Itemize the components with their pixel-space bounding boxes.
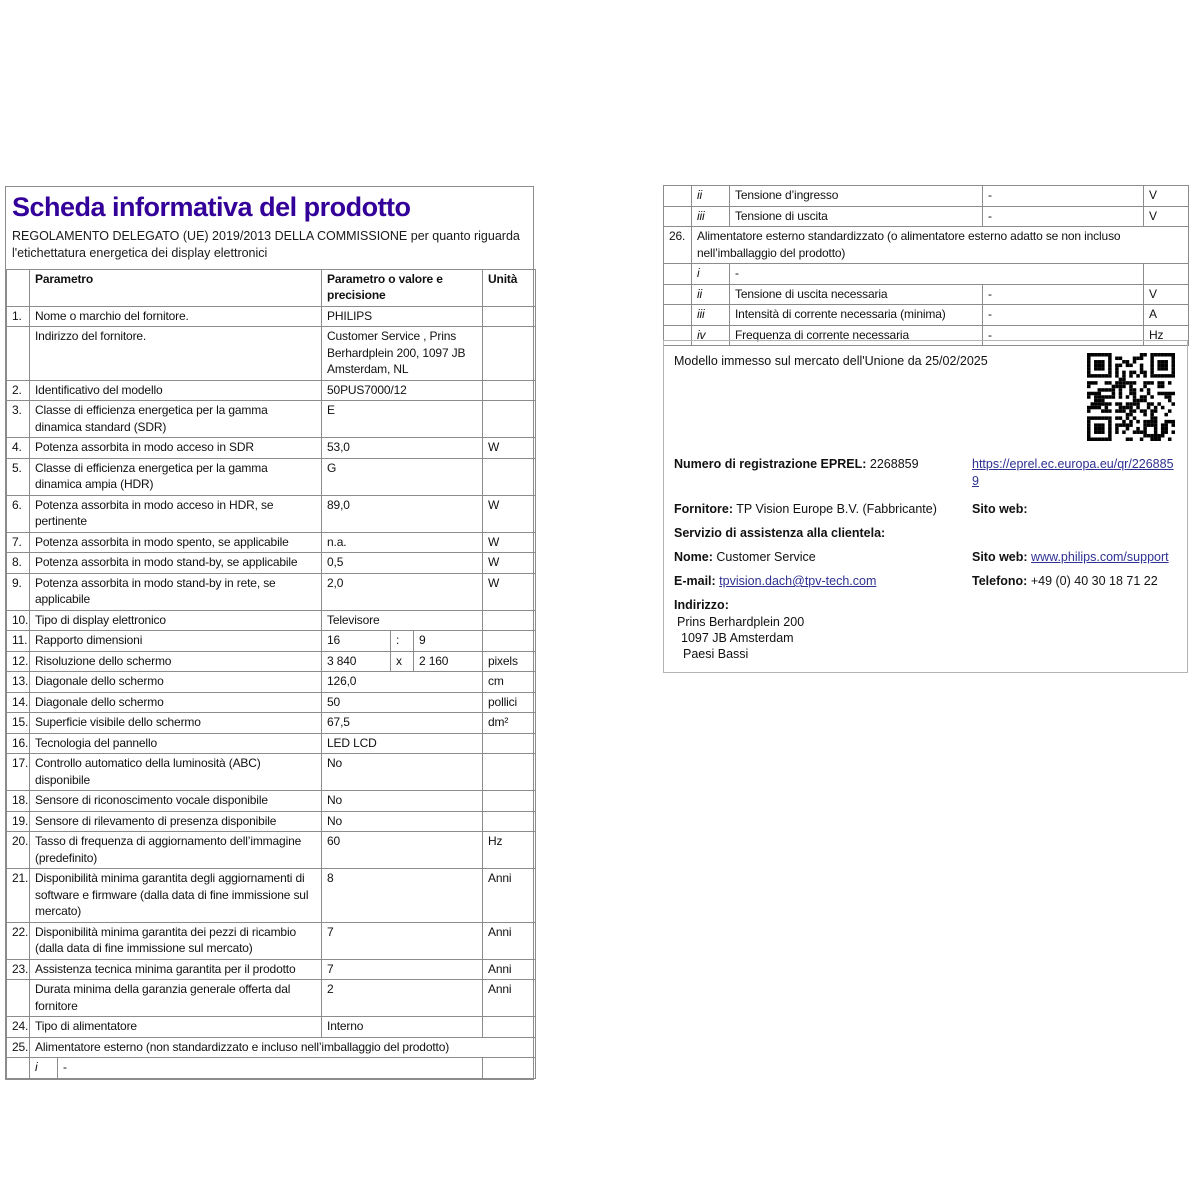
row-number: 17. [7, 754, 30, 791]
roman-index: ii [692, 186, 730, 207]
row-number: 16. [7, 733, 30, 754]
row-number: 7. [7, 532, 30, 553]
parameter-value: 7 [322, 922, 483, 959]
table-row [7, 380, 536, 401]
parameter-label: Sensore di rilevamento di presenza disponibile [30, 811, 322, 832]
parameter-label: Tensione d’ingresso [730, 186, 983, 207]
parameter-label: Tasso di frequenza di aggiornamento dell’immagine (predefinito) [30, 832, 322, 869]
address-line: Prins Berhardplein 200 [677, 615, 805, 629]
table-row [7, 1037, 536, 1058]
parameter-label: Tecnologia del pannello [30, 733, 322, 754]
parameter-label: Indirizzo del fornitore. [30, 327, 322, 381]
email-row [674, 573, 1177, 590]
regulation-subtitle: REGOLAMENTO DELEGATO (UE) 2019/2013 DELLA COMMISSIONE per quanto riguarda l'etichettatura energetica dei display elettronici [12, 228, 520, 260]
table-row [664, 284, 1189, 305]
unit-label: W [483, 553, 536, 574]
table-row [664, 227, 1189, 264]
parameter-value: n.a. [322, 532, 483, 553]
parameter-value: 126,0 [322, 672, 483, 693]
unit-label [1144, 264, 1189, 285]
row-number [664, 206, 692, 227]
address-line: Paesi Bassi [683, 647, 749, 661]
row-number [664, 186, 692, 207]
parameter-value: 50 [322, 692, 483, 713]
unit-label [483, 631, 536, 652]
parameter-value: - [730, 264, 1144, 285]
unit-label [483, 791, 536, 812]
indirizzo-label: Indirizzo: [674, 598, 729, 612]
parameter-label: Classe di efficienza energetica per la gamma dinamica ampia (HDR) [30, 458, 322, 495]
row-number: 9. [7, 573, 30, 610]
row-number: 23. [7, 959, 30, 980]
parameter-label: Potenza assorbita in modo stand-by, se applicabile [30, 553, 322, 574]
column-header-parametro: Parametro [30, 269, 322, 306]
unit-label: W [483, 495, 536, 532]
parameter-label: Tipo di alimentatore [30, 1017, 322, 1038]
parameter-value: - [983, 325, 1144, 346]
row-number [7, 1058, 30, 1079]
row-number: 1. [7, 306, 30, 327]
row-number: 15. [7, 713, 30, 734]
parameter-value: E [322, 401, 483, 438]
parameter-label: Identificativo del modello [30, 380, 322, 401]
table-row [7, 631, 536, 652]
unit-label: Hz [483, 832, 536, 869]
parameter-label: Risoluzione dello schermo [30, 651, 322, 672]
parameter-value: - [983, 284, 1144, 305]
parameter-value: 2,0 [322, 573, 483, 610]
row-number: 26. [664, 227, 692, 264]
nome-label: Nome: [674, 550, 713, 564]
parameter-label: Tensione di uscita [730, 206, 983, 227]
table-row [7, 713, 536, 734]
eprel-link[interactable]: https://eprel.ec.europa.eu/qr/2268859 [972, 457, 1174, 488]
address-line: 1097 JB Amsterdam [681, 631, 794, 645]
email-label: E-mail: [674, 574, 716, 588]
parameter-label: Intensità di corrente necessaria (minima) [730, 305, 983, 326]
parameter-value: PHILIPS [322, 306, 483, 327]
parameter-label: Potenza assorbita in modo acceso in SDR [30, 438, 322, 459]
parameter-label: Potenza assorbita in modo acceso in HDR, se pertinente [30, 495, 322, 532]
row-number: 2. [7, 380, 30, 401]
parameter-label: Alimentatore esterno standardizzato (o alimentatore esterno adatto se non incluso nell’imballaggio del prodotto) [692, 227, 1189, 264]
parameter-value: 89,0 [322, 495, 483, 532]
parameter-label: Diagonale dello schermo [30, 692, 322, 713]
parameter-label: Tensione di uscita necessaria [730, 284, 983, 305]
unit-label [483, 306, 536, 327]
row-number: 18. [7, 791, 30, 812]
table-row [7, 811, 536, 832]
row-number: 8. [7, 553, 30, 574]
parameter-label: Frequenza di corrente necessaria [730, 325, 983, 346]
unit-label: W [483, 438, 536, 459]
parameter-value: 67,5 [322, 713, 483, 734]
fornitore-label: Fornitore: [674, 502, 734, 516]
unit-label: cm [483, 672, 536, 693]
table-row [7, 458, 536, 495]
roman-index: ii [692, 284, 730, 305]
row-number [664, 305, 692, 326]
roman-index: iii [692, 305, 730, 326]
unit-label: V [1144, 186, 1189, 207]
parameter-label: Sensore di riconoscimento vocale disponibile [30, 791, 322, 812]
eprel-number: 2268859 [869, 457, 919, 471]
parameter-value: - [983, 206, 1144, 227]
parameter-value: No [322, 754, 483, 791]
header-num-cell [7, 269, 30, 306]
email-link[interactable]: tpvision.dach@tpv-tech.com [719, 574, 877, 588]
row-number: 24. [7, 1017, 30, 1038]
table-row [7, 306, 536, 327]
unit-label [483, 1017, 536, 1038]
table-row [7, 791, 536, 812]
table-row [664, 206, 1189, 227]
product-info-table [6, 269, 536, 1079]
row-number [7, 327, 30, 381]
unit-label: Anni [483, 869, 536, 923]
row-number: 22. [7, 922, 30, 959]
parameter-value: - [58, 1058, 483, 1079]
telefono-value: +49 (0) 40 30 18 71 22 [1030, 574, 1158, 588]
parameter-value: G [322, 458, 483, 495]
table-row [7, 672, 536, 693]
parameter-value: No [322, 791, 483, 812]
row-number: 11. [7, 631, 30, 652]
parameter-value: Customer Service , Prins Berhardplein 200, 1097 JB Amsterdam, NL [322, 327, 483, 381]
unit-label [483, 458, 536, 495]
parameter-value: Interno [322, 1017, 483, 1038]
value-first: 3 840 [322, 651, 391, 672]
unit-label [483, 380, 536, 401]
table-row [7, 832, 536, 869]
value-second: 2 160 [414, 651, 483, 672]
market-row [674, 353, 1177, 449]
unit-label: pollici [483, 692, 536, 713]
unit-label [483, 733, 536, 754]
row-number: 12. [7, 651, 30, 672]
table-row [7, 754, 536, 791]
row-number: 6. [7, 495, 30, 532]
table-row [7, 1058, 536, 1079]
table-continuation-grid [663, 185, 1189, 346]
unit-label: V [1144, 284, 1189, 305]
unit-label: dm² [483, 713, 536, 734]
unit-label: W [483, 573, 536, 610]
supplier-info-box [663, 340, 1188, 673]
parameter-value: - [983, 186, 1144, 207]
roman-index: iii [692, 206, 730, 227]
table-row [7, 651, 536, 672]
parameter-label: Disponibilità minima garantita dei pezzi di ricambio (dalla data di fine immissione sul mercato) [30, 922, 322, 959]
parameter-value: 60 [322, 832, 483, 869]
table-row [7, 869, 536, 923]
row-number: 14. [7, 692, 30, 713]
telefono-label: Telefono: [972, 574, 1028, 588]
table-header-row [7, 269, 536, 306]
unit-label: pixels [483, 651, 536, 672]
roman-index: iv [692, 325, 730, 346]
unit-label: Hz [1144, 325, 1189, 346]
fornitore-row [674, 501, 1177, 518]
parameter-value: 50PUS7000/12 [322, 380, 483, 401]
unit-label [483, 754, 536, 791]
table-row [7, 438, 536, 459]
table-row [7, 733, 536, 754]
table-row [7, 532, 536, 553]
table-row [664, 186, 1189, 207]
eprel-row [674, 456, 1177, 494]
table-row [7, 495, 536, 532]
roman-index: i [30, 1058, 58, 1079]
table-row [7, 1017, 536, 1038]
table-row [664, 305, 1189, 326]
qr-code [1087, 353, 1175, 441]
unit-label: V [1144, 206, 1189, 227]
parameter-label: Alimentatore esterno (non standardizzato e incluso nell’imballaggio del prodotto) [30, 1037, 536, 1058]
unit-label: Anni [483, 922, 536, 959]
parameter-value: - [983, 305, 1144, 326]
row-number: 21. [7, 869, 30, 923]
eprel-label: Numero di registrazione EPREL: [674, 457, 867, 471]
unit-label [483, 327, 536, 381]
unit-label [483, 811, 536, 832]
row-number: 4. [7, 438, 30, 459]
parameter-label: Tipo di display elettronico [30, 610, 322, 631]
row-number [664, 264, 692, 285]
market-entry-text: Modello immesso sul mercato dell'Unione da 25/02/2025 [674, 354, 988, 368]
row-number: 13. [7, 672, 30, 693]
column-header-unita: Unità [483, 269, 536, 306]
table-row [7, 692, 536, 713]
parameter-value: 7 [322, 959, 483, 980]
row-number: 5. [7, 458, 30, 495]
table-row [7, 922, 536, 959]
parameter-value: 2 [322, 980, 483, 1017]
value-first: 16 [322, 631, 391, 652]
row-number [664, 284, 692, 305]
table-row [7, 959, 536, 980]
unit-label: W [483, 532, 536, 553]
value-separator: : [391, 631, 414, 652]
row-number: 19. [7, 811, 30, 832]
table-row [7, 553, 536, 574]
parameter-value: LED LCD [322, 733, 483, 754]
parameter-label: Controllo automatico della luminosità (ABC) disponibile [30, 754, 322, 791]
table-row [7, 327, 536, 381]
support-site-link[interactable]: www.philips.com/support [1031, 550, 1169, 564]
parameter-label: Disponibilità minima garantita degli aggiornamenti di software e firmware (dalla data di fine immissione sul mercato) [30, 869, 322, 923]
value-separator: x [391, 651, 414, 672]
parameter-label: Assistenza tecnica minima garantita per il prodotto [30, 959, 322, 980]
table-row [664, 264, 1189, 285]
parameter-label: Potenza assorbita in modo spento, se applicabile [30, 532, 322, 553]
parameter-value: 0,5 [322, 553, 483, 574]
unit-label: A [1144, 305, 1189, 326]
row-number: 10. [7, 610, 30, 631]
parameter-label: Potenza assorbita in modo stand-by in rete, se applicabile [30, 573, 322, 610]
table-row [7, 610, 536, 631]
parameter-value: 53,0 [322, 438, 483, 459]
parameter-label: Nome o marchio del fornitore. [30, 306, 322, 327]
indirizzo-block [674, 597, 1177, 662]
unit-label [483, 401, 536, 438]
nome-value: Customer Service [716, 550, 816, 564]
sito-web-label-2: Sito web: [972, 550, 1028, 564]
table-continuation [663, 185, 1188, 346]
nome-row [674, 549, 1177, 566]
parameter-label: Rapporto dimensioni [30, 631, 322, 652]
service-heading: Servizio di assistenza alla clientela: [674, 526, 886, 540]
row-number: 20. [7, 832, 30, 869]
roman-index: i [692, 264, 730, 285]
parameter-value: Televisore [322, 610, 483, 631]
parameter-label: Classe di efficienza energetica per la gamma dinamica standard (SDR) [30, 401, 322, 438]
table-row [7, 401, 536, 438]
parameter-label: Durata minima della garanzia generale offerta dal fornitore [30, 980, 322, 1017]
value-second: 9 [414, 631, 483, 652]
parameter-label: Diagonale dello schermo [30, 672, 322, 693]
unit-label [483, 610, 536, 631]
parameter-label: Superficie visibile dello schermo [30, 713, 322, 734]
table-row [7, 573, 536, 610]
row-number [7, 980, 30, 1017]
parameter-value: No [322, 811, 483, 832]
unit-label: Anni [483, 959, 536, 980]
unit-label [483, 1058, 536, 1079]
product-info-card [5, 186, 534, 1080]
page-title: Scheda informativa del prodotto [12, 192, 411, 222]
table-row [7, 980, 536, 1017]
unit-label: Anni [483, 980, 536, 1017]
row-number: 3. [7, 401, 30, 438]
parameter-value: 8 [322, 869, 483, 923]
title-block [6, 187, 533, 269]
fornitore-value: TP Vision Europe B.V. (Fabbricante) [736, 502, 937, 516]
row-number: 25. [7, 1037, 30, 1058]
sito-web-label-1: Sito web: [972, 502, 1028, 516]
column-header-valore: Parametro o valore e precisione [322, 269, 483, 306]
